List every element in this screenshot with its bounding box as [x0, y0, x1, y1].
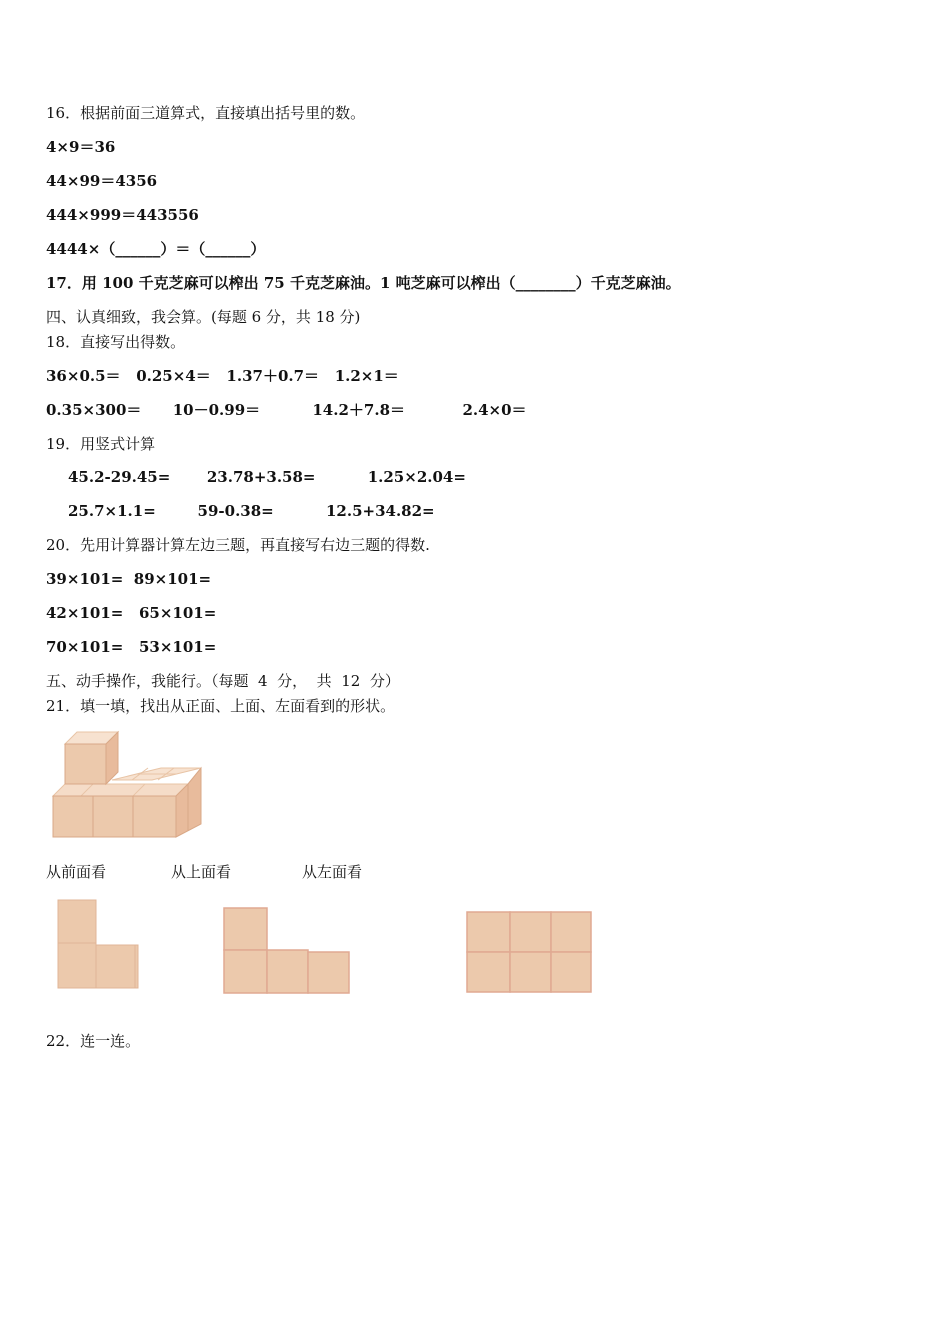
q16-eq3: 444×999＝443556 [46, 206, 199, 224]
q16-eq1: 4×9＝36 [46, 138, 116, 156]
q17-text: 17．用 100 千克芝麻可以榨出 75 千克芝麻油。1 吨芝麻可以榨出（________）千克芝麻油。 [46, 274, 681, 292]
q19-row2: 25.7×1.1= 59-0.38= 12.5+34.82= [68, 502, 435, 520]
cube-arrangement-figure [48, 728, 208, 840]
q20-row1: 39×101= 89×101= [46, 570, 212, 588]
cube-front-2 [93, 796, 133, 837]
q19-row1: 45.2-29.45= 23.78+3.58= 1.25×2.04= [68, 468, 466, 486]
view-shape-2 [221, 906, 353, 996]
q20-row2: 42×101= 65×101= [46, 604, 217, 622]
q20-title: 20．先用计算器计算左边三题，再直接写右边三题的得数. [46, 536, 430, 554]
label-top-view: 从上面看 [171, 863, 232, 881]
q18-row2: 0.35×300＝ 10－0.99＝ 14.2＋7.8＝ 2.4×0＝ [46, 401, 527, 419]
section5-title: 五、动手操作，我能行。（每题 4 分， 共 12 分） [46, 672, 400, 690]
section4-title: 四、认真细致，我会算。(每题 6 分，共 18 分) [46, 308, 361, 326]
cube-front-1 [53, 796, 93, 837]
cube-top-front [53, 784, 188, 796]
q16-title: 16．根据前面三道算式，直接填出括号里的数。 [46, 104, 366, 122]
q22-title: 22．连一连。 [46, 1032, 141, 1050]
q18-row1: 36×0.5＝ 0.25×4＝ 1.37＋0.7＝ 1.2×1＝ [46, 367, 399, 385]
q16-eq4: 4444×（______）＝（______） [46, 240, 266, 258]
cube-stack-front [65, 744, 106, 784]
q21-title: 21．填一填，找出从正面、上面、左面看到的形状。 [46, 697, 396, 715]
label-left-view: 从左面看 [302, 863, 363, 881]
q19-title: 19．用竖式计算 [46, 435, 156, 453]
q18-title: 18．直接写出得数。 [46, 333, 186, 351]
view-shape-3 [465, 910, 595, 996]
label-front-view: 从前面看 [46, 863, 107, 881]
view-shape-1 [56, 898, 142, 990]
q20-row3: 70×101= 53×101= [46, 638, 217, 656]
cube-front-3 [133, 796, 176, 837]
q16-eq2: 44×99＝4356 [46, 172, 158, 190]
